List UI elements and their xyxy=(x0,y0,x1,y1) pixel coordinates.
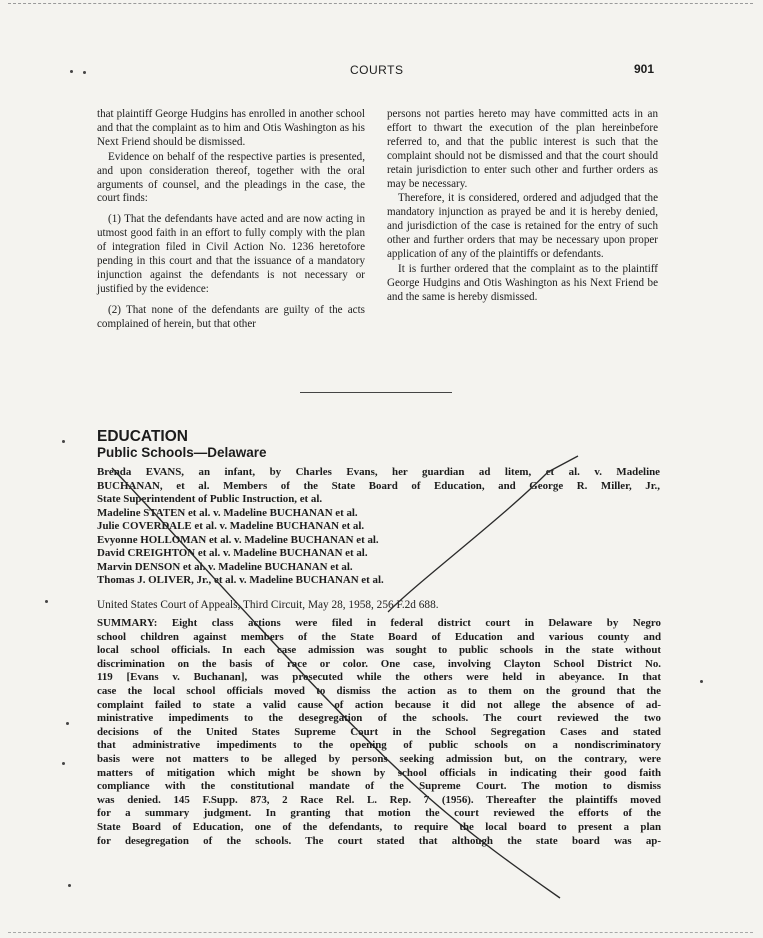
scan-speck xyxy=(66,722,69,725)
paragraph: that plaintiff George Hudgins has enrolled in another school and that the complaint as to him and Otis Washington as his Next Friend should be dismissed. xyxy=(97,108,365,148)
scan-speck xyxy=(45,600,48,603)
case-name-line: Marvin DENSON et al. v. Madeline BUCHANAN et al. xyxy=(97,560,353,573)
scan-speck xyxy=(83,71,86,74)
case-name-line: Evyonne HOLLOMAN et al. v. Madeline BUCHANAN et al. xyxy=(97,533,379,546)
summary-line: decisions of the United States Supreme Court in the School Segregation Cases and stated xyxy=(97,725,661,738)
summary-line: was denied. 145 F.Supp. 873, 2 Race Rel. L. Rep. 7 (1956). Thereafter the plaintiffs moved xyxy=(97,793,661,806)
running-head: COURTS xyxy=(350,63,404,77)
paragraph: (2) That none of the defendants are guilty of the acts complained of herein, but that other xyxy=(97,303,365,330)
summary-line: matters of mitigation which might be shown by school officials in indicating their good faith xyxy=(97,766,661,779)
summary-line: ministrative impediments to the desegregation of the schools. The court reviewed the two xyxy=(97,712,661,725)
summary-line: State Board of Education, one of the defendants, to require the local board to present a plan xyxy=(97,820,661,833)
summary-line: local school officials. In each case admission was sought to public schools in the state without xyxy=(97,644,661,657)
summary-line: basis were not matters to be alleged by persons seeking admission but, on the contrary, were xyxy=(97,752,661,765)
summary-line: discrimination on the basis of race or color. One case, involving Clayton School District No. xyxy=(97,657,661,670)
case-name-line: Thomas J. OLIVER, Jr., et al. v. Madeline BUCHANAN et al. xyxy=(97,574,384,586)
paragraph: (1) That the defendants have acted and are now acting in utmost good faith in an effort to fully comply with the plan of integration filed in Civil Action No. 1236 heretofore pending in this court and that the issuance of a mandatory injunction against the defendants is not necessary or justified by the evidence: xyxy=(97,213,365,295)
case-name-line: State Superintendent of Public Instruction, et al. xyxy=(97,493,323,505)
summary-line: compliance with the constitutional mandate of the Supreme Court. The motion to dismiss xyxy=(97,780,661,793)
case-name-line: Brenda EVANS, an infant, by Charles Evans, her guardian ad litem, et al. v. Madeline xyxy=(97,466,660,478)
summary-line: complaint failed to state a valid cause of action because it did not allege the absence of ad- xyxy=(97,698,661,711)
court-citation: United States Court of Appeals, Third Circuit, May 28, 1958, 256 F.2d 688. xyxy=(97,599,439,611)
section-subtitle: Public Schools—Delaware xyxy=(97,445,267,460)
paragraph: It is further ordered that the complaint as to the plaintiff George Hudgins and Otis Washington as his Next Friend be and the same is hereby dismissed. xyxy=(387,262,658,303)
scan-bottom-edge xyxy=(8,932,753,933)
paragraph: Evidence on behalf of the respective parties is presented, and upon consideration thereof, together with the oral arguments of counsel, and the pleadings in the case, the court finds: xyxy=(97,150,365,205)
summary-line: case the local school officials moved to dismiss the action as to them on the ground that the xyxy=(97,684,661,697)
case-name-line: Madeline STATEN et al. v. Madeline BUCHANAN et al. xyxy=(97,506,358,519)
summary-line: for a summary judgment. In granting that motion the court reviewed the efforts of the xyxy=(97,807,661,820)
case-name-line: Julie COVERDALE et al. v. Madeline BUCHANAN et al. xyxy=(97,520,365,532)
scan-speck xyxy=(62,440,65,443)
scan-speck xyxy=(68,884,71,887)
summary-line: for desegregation of the schools. The court stated that although the state board was ap- xyxy=(97,834,661,847)
summary-line: that administrative impediments to the opening of public schools on a nondiscriminatory xyxy=(97,739,661,752)
page-number: 901 xyxy=(634,62,655,76)
paragraph: Therefore, it is considered, ordered and adjudged that the mandatory injunction as prayed be and it is hereby denied, and jurisdiction of the case is retained for the entry of such other and further orders that may be necessary upon proper application of any of the plaintiffs or defendants. xyxy=(387,192,658,261)
case-name-line: David CREIGHTON et al. v. Madeline BUCHANAN et al. xyxy=(97,547,368,559)
summary-line: 119 [Evans v. Buchanan], was prosecuted while the others were held in abeyance. In that xyxy=(97,671,661,684)
scan-speck xyxy=(62,762,65,765)
scan-speck xyxy=(70,70,73,73)
section-title: EDUCATION xyxy=(97,428,188,445)
summary-line: SUMMARY: Eight class actions were filed in federal district court in Delaware by Negro xyxy=(97,617,661,629)
case-name-line: BUCHANAN, et al. Members of the State Board of Education, and George R. Miller, Jr., xyxy=(97,479,660,492)
paragraph: persons not parties hereto may have committed acts in an effort to thwart the execution of the plan hereinbefore referred to, and that the public interest is such that the complaint should not be dismissed and that the court should retain jurisdiction to enter such other and further orders as may be necessary. xyxy=(387,108,658,190)
scan-speck xyxy=(700,680,703,683)
summary-line: school children against members of the State Board of Education and various county and xyxy=(97,630,661,643)
